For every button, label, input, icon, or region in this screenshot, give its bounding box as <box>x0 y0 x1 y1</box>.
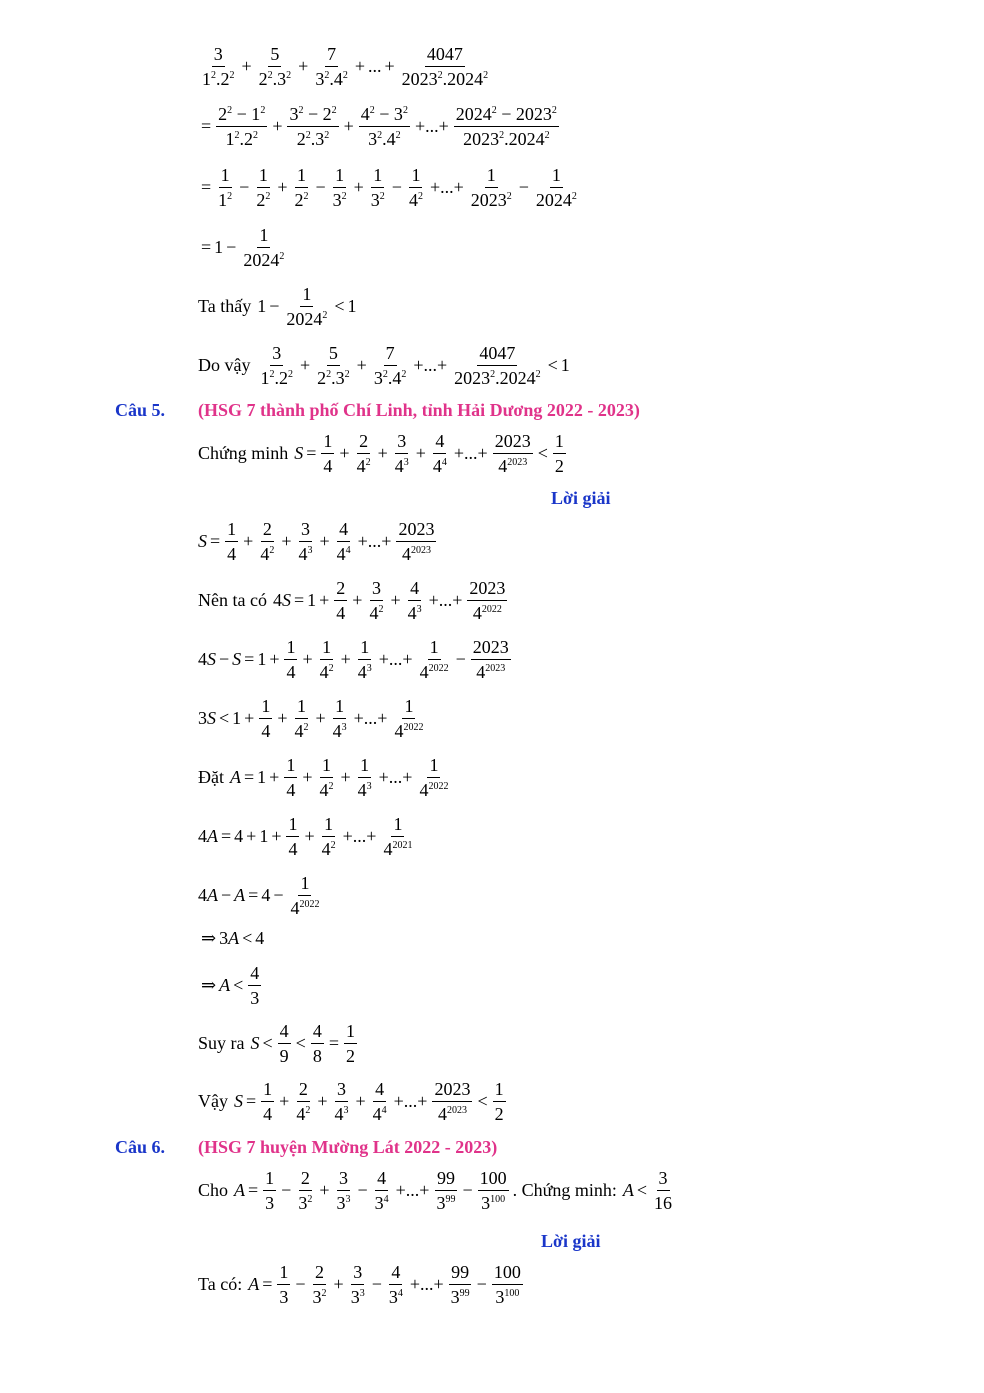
text-chung-minh: Chứng minh <box>198 443 289 464</box>
eq-line-0: $\frac{3}{1^2.2^2}$ + $\frac{5}{2^2.3^2}$ + $\frac{7}{3^2.4^2}$ + ... + $\frac{4047}{2023^2.2024^2}$ <box>202 44 489 89</box>
question-source-5: (HSG 7 thành phố Chí Linh, tỉnh Hải Dương 2022 - 2023) <box>198 400 640 420</box>
eq-line-3: = 1 − $\frac{1}{2024^2}$ <box>201 225 285 270</box>
eq5-line-5: Đặt A = 1 + $\frac{1}{4}$ + $\frac{1}{4^2}$ + $\frac{1}{4^3}$ +...+ $\frac{1}{4^{2022}}$ <box>198 755 449 800</box>
prove-statement-5: Chứng minh S = $\frac{1}{4}$ + $\frac{2}{4^2}$ + $\frac{3}{4^3}$ + $\frac{4}{4^4}$ +...+ $\frac{2023}{4^{2023}}$ < $\frac{1}{2}$ <box>198 431 564 476</box>
ellipsis: ... <box>367 56 382 77</box>
numerator: 4047 <box>425 44 465 67</box>
text-suy-ra: Suy ra <box>198 1033 245 1054</box>
numerator: 7 <box>325 44 338 67</box>
text-cho: Cho <box>198 1180 229 1201</box>
text-do-vay: Do vậy <box>198 355 251 376</box>
prove-statement-6: Cho A = $\frac{1}{3}$ − $\frac{2}{3^2}$ + $\frac{3}{3^3}$ − $\frac{4}{3^4}$ +...+ $\frac{99}{3^{99}}$ − $\frac{100}{3^{100}}$ . Chứng minh: A < $\frac{3}{16}$ <box>198 1168 673 1213</box>
fraction: $\frac{2^2 - 1^2}{1^2.2^2}$ <box>218 104 266 149</box>
fraction: $\frac{3^2 - 2^2}{2^2.3^2}$ <box>289 104 337 149</box>
text-vay: Vậy <box>198 1091 228 1112</box>
fraction: $\frac{2024^2 - 2023^2}{2023^2.2024^2}$ <box>455 104 557 149</box>
fraction: $\frac{5}{2^2.3^2}$ <box>258 44 292 89</box>
eq5-line-7: 4A − A = 4 − $\frac{1}{4^{2022}}$ <box>198 873 320 918</box>
fraction: $\frac{7}{3^2.4^2}$ <box>315 44 348 89</box>
eq5-line-3: 4S − S = 1 + $\frac{1}{4}$ + $\frac{1}{4^2}$ + $\frac{1}{4^3}$ +...+ $\frac{1}{4^{2022}}$ − $\frac{2023}{4^{2023}}$ <box>198 637 509 682</box>
eq5-line-9: ⇒ A < $\frac{4}{3}$ <box>201 963 260 1008</box>
numerator: 3 <box>212 44 225 67</box>
text-dat: Đặt <box>198 767 224 788</box>
question-label-5: Câu 5. <box>115 400 166 420</box>
text-ta-thay: Ta thấy <box>198 296 252 317</box>
fraction: $\frac{4^2 - 3^2}{3^2.4^2}$ <box>360 104 408 149</box>
eq5-line-4: 3S < 1 + $\frac{1}{4}$ + $\frac{1}{4^2}$ + $\frac{1}{4^3}$ +...+ $\frac{1}{4^{2022}}$ <box>198 696 424 741</box>
eq5-line-10: Suy ra S < $\frac{4}{9}$ < $\frac{4}{8}$ = $\frac{1}{2}$ <box>198 1021 355 1066</box>
eq-line-1: = $\frac{2^2 - 1^2}{1^2.2^2}$ + $\frac{3^2 - 2^2}{2^2.3^2}$ + $\frac{4^2 - 3^2}{3^2.4^2}$ +...+ $\frac{2024^2 - 2023^2}{2023^2.2024^2}$ <box>201 104 557 149</box>
fraction: $\frac{4047}{2023^2.2024^2}$ <box>401 44 489 89</box>
eq-line-5: Do vậy $\frac{3}{1^2.2^2}$ + $\frac{5}{2^2.3^2}$ + $\frac{7}{3^2.4^2}$ +...+ $\frac{4047}{2023^2.2024^2}$ < 1 <box>198 343 570 388</box>
question-label-6: Câu 6. <box>115 1137 166 1157</box>
text-nen-ta-co: Nên ta có <box>198 590 267 611</box>
solution-heading-6: Lời giải <box>541 1231 601 1251</box>
rhs: 1 <box>347 296 357 317</box>
eq5-line-11: Vậy S = $\frac{1}{4}$ + $\frac{2}{4^2}$ + $\frac{3}{4^3}$ + $\frac{4}{4^4}$ +...+ $\frac{2023}{4^{2023}}$ < $\frac{1}{2}$ <box>198 1079 504 1124</box>
eq5-line-2: Nên ta có 4S = 1 + $\frac{2}{4}$ + $\frac{3}{4^2}$ + $\frac{4}{4^3}$ +...+ $\frac{2023}{4^{2022}}$ <box>198 578 506 623</box>
question-source-6: (HSG 7 huyện Mường Lát 2022 - 2023) <box>198 1137 498 1157</box>
numerator: 5 <box>268 44 281 67</box>
eq6-line-1: Ta có: A = $\frac{1}{3}$ − $\frac{2}{3^2}$ + $\frac{3}{3^3}$ − $\frac{4}{3^4}$ +...+ $\frac{99}{3^{99}}$ − $\frac{100}{3^{100}}$ <box>198 1262 521 1307</box>
eq-line-4: Ta thấy 1 − $\frac{1}{2024^2}$ < 1 <box>198 284 357 329</box>
eq5-line-1: S = $\frac{1}{4}$ + $\frac{2}{4^2}$ + $\frac{3}{4^3}$ + $\frac{4}{4^4}$ +...+ $\frac{2023}{4^{2023}}$ <box>198 519 435 564</box>
eq5-line-6: 4A = 4 + 1 + $\frac{1}{4}$ + $\frac{1}{4^2}$ +...+ $\frac{1}{4^{2021}}$ <box>198 814 413 859</box>
eq-line-2: = $\frac{1}{1^2}$ − $\frac{1}{2^2}$ + $\frac{1}{2^2}$ − $\frac{1}{3^2}$ + $\frac{1}{3^2}$ − $\frac{1}{4^2}$ +...+ $\frac{1}{2023^2}$ − $\frac{1}{2024^2}$ <box>201 165 577 210</box>
text-ta-co: Ta có: <box>198 1274 243 1295</box>
eq5-line-8: ⇒ 3A < 4 <box>201 928 265 948</box>
fraction: $\frac{3}{1^2.2^2}$ <box>202 44 235 89</box>
solution-heading-5: Lời giải <box>551 488 611 508</box>
text-chung-minh-6: . Chứng minh: <box>512 1180 617 1201</box>
